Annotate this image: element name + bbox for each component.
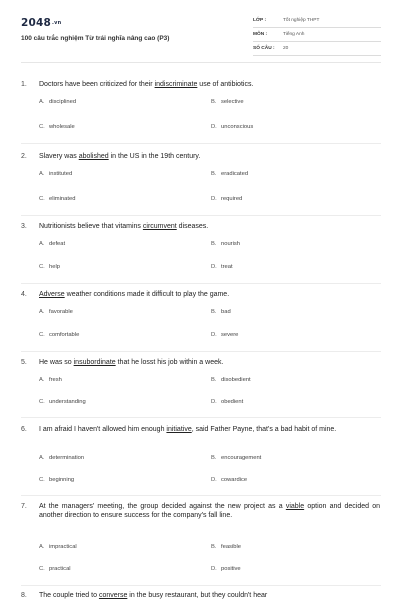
question-stem bbox=[21, 80, 380, 89]
option-c[interactable]: C. wholesale bbox=[39, 124, 75, 130]
option-b[interactable]: B. eradicated bbox=[211, 171, 249, 177]
question-text: The couple tried to converse in the busy restaurant, but they couldn't hear bbox=[39, 592, 268, 599]
question-number: 3. bbox=[21, 223, 27, 230]
question-divider bbox=[21, 585, 381, 586]
meta-count-row bbox=[253, 42, 381, 56]
question-number: 4. bbox=[21, 291, 27, 298]
meta-subject-key: MÔN : bbox=[253, 32, 268, 37]
question-stem bbox=[21, 290, 380, 299]
option-c[interactable]: C. help bbox=[39, 264, 60, 270]
option-d[interactable]: D. required bbox=[211, 196, 243, 202]
question-stem bbox=[21, 425, 380, 434]
option-a[interactable]: A. favorable bbox=[39, 309, 73, 315]
option-b[interactable]: B. selective bbox=[211, 99, 244, 105]
option-d[interactable]: D. severe bbox=[211, 332, 239, 338]
option-c[interactable]: C. beginning bbox=[39, 477, 75, 483]
meta-grade-key: LỚP : bbox=[253, 18, 267, 23]
meta-subject-value: Tiếng Anh bbox=[283, 32, 305, 37]
question-number: 8. bbox=[21, 592, 27, 599]
option-a[interactable]: A. impractical bbox=[39, 544, 77, 550]
option-c[interactable]: C. comfortable bbox=[39, 332, 80, 338]
question-divider bbox=[21, 351, 381, 352]
keyword-underlined: circumvent bbox=[142, 223, 177, 230]
question-text: I am afraid I haven't allowed him enough initiative, said Father Payne, that's a bad habit of mine. bbox=[39, 426, 337, 433]
option-d[interactable]: D. cowardice bbox=[211, 477, 248, 483]
keyword-underlined: indiscriminate bbox=[154, 81, 198, 88]
question-text: Adverse weather conditions made it difficult to play the game. bbox=[39, 291, 230, 298]
option-b[interactable]: B. encouragement bbox=[211, 455, 262, 461]
keyword-underlined: abolished bbox=[78, 153, 109, 160]
keyword-underlined: converse bbox=[98, 592, 128, 599]
question-text: Slavery was abolished in the US in the 19th century. bbox=[39, 153, 201, 160]
option-a[interactable]: A. determination bbox=[39, 455, 85, 461]
question-divider bbox=[21, 495, 381, 496]
question-text: Doctors have been criticized for their indiscriminate use of antibiotics. bbox=[39, 81, 254, 88]
question-divider bbox=[21, 283, 381, 284]
site-logo[interactable]: 2048.vn bbox=[21, 17, 62, 29]
question-stem bbox=[21, 358, 380, 367]
option-b[interactable]: B. disobedient bbox=[211, 377, 251, 383]
option-c[interactable]: C. practical bbox=[39, 566, 71, 572]
question-divider bbox=[21, 417, 381, 418]
option-d[interactable]: D. obedient bbox=[211, 399, 244, 405]
question-number: 5. bbox=[21, 359, 27, 366]
option-d[interactable]: D. positive bbox=[211, 566, 241, 572]
option-c[interactable]: C. eliminated bbox=[39, 196, 76, 202]
question-number: 1. bbox=[21, 81, 27, 88]
question-number: 6. bbox=[21, 426, 27, 433]
question-stem bbox=[21, 502, 380, 521]
question-text: Nutritionists believe that vitamins circumvent diseases. bbox=[39, 223, 209, 230]
worksheet-header bbox=[0, 0, 400, 72]
keyword-underlined: viable bbox=[285, 503, 305, 510]
option-a[interactable]: A. defeat bbox=[39, 241, 66, 247]
meta-grade-value: Tốt nghiệp THPT bbox=[283, 18, 320, 23]
meta-subject-row bbox=[253, 28, 381, 42]
option-a[interactable]: A. disciplined bbox=[39, 99, 77, 105]
option-d[interactable]: D. unconscious bbox=[211, 124, 254, 130]
option-a[interactable]: A. instituted bbox=[39, 171, 73, 177]
question-stem bbox=[21, 591, 380, 600]
option-a[interactable]: A. fresh bbox=[39, 377, 62, 383]
meta-grade-row bbox=[253, 14, 381, 28]
question-stem bbox=[21, 152, 380, 161]
question-divider bbox=[21, 215, 381, 216]
question-number: 2. bbox=[21, 153, 27, 160]
meta-count-key: SỐ CÂU : bbox=[253, 46, 275, 51]
question-number: 7. bbox=[21, 503, 27, 510]
question-text: At the managers' meeting, the group decided against the new project as a viable option and decided on another direction to ensure success for the company's fall line. bbox=[39, 503, 380, 520]
option-b[interactable]: B. bad bbox=[211, 309, 231, 315]
keyword-underlined: insubordinate bbox=[73, 359, 116, 366]
question-divider bbox=[21, 143, 381, 144]
keyword-underlined: Adverse bbox=[39, 291, 65, 298]
document-title: 100 câu trắc nghiệm Từ trái nghĩa nâng cao (P3) bbox=[21, 35, 170, 42]
option-c[interactable]: C. understanding bbox=[39, 399, 86, 405]
option-b[interactable]: B. nourish bbox=[211, 241, 241, 247]
question-stem bbox=[21, 222, 380, 231]
option-b[interactable]: B. feasible bbox=[211, 544, 241, 550]
meta-count-value: 20 bbox=[283, 46, 289, 51]
header-divider bbox=[21, 62, 381, 63]
keyword-underlined: initiative bbox=[166, 426, 192, 433]
option-d[interactable]: D. treat bbox=[211, 264, 233, 270]
question-text: He was so insubordinate that he losst his job within a week. bbox=[39, 359, 224, 366]
